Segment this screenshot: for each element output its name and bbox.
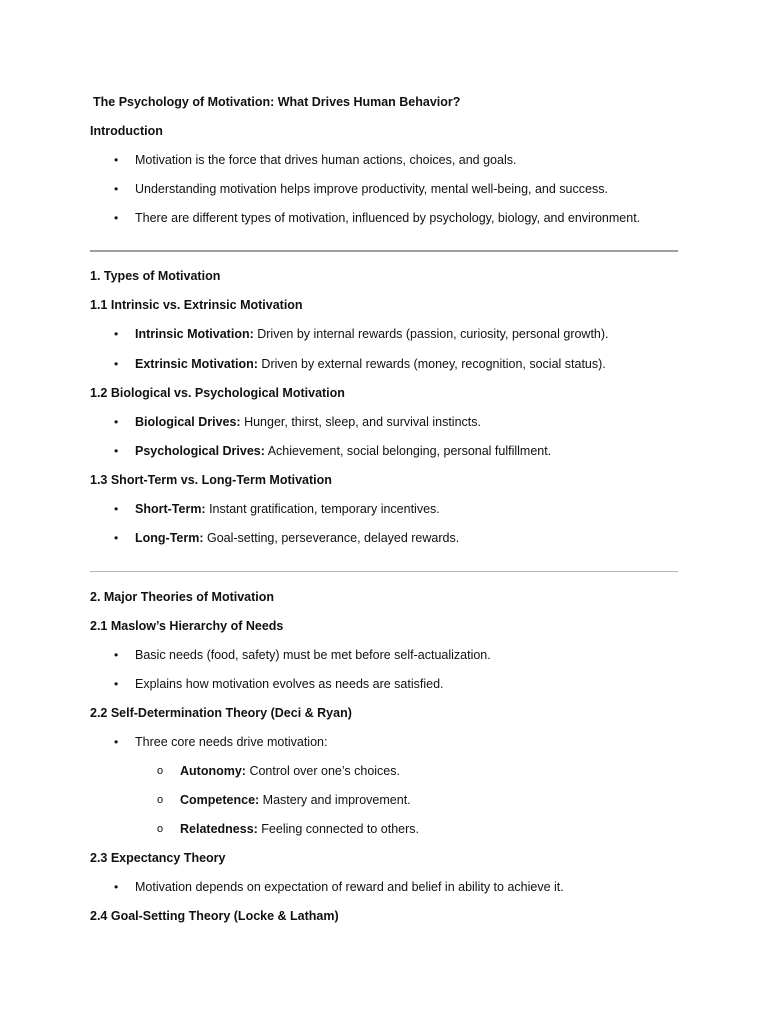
circle-bullet-icon: o (157, 794, 164, 806)
list-item-description: Achievement, social belonging, personal fulfillment. (264, 444, 552, 458)
list-item-description: Instant gratification, temporary incentives. (205, 502, 440, 516)
bullet-icon: • (114, 677, 119, 691)
list-item-text (135, 501, 440, 517)
list-item-text (135, 414, 481, 430)
bullet-icon: • (114, 153, 119, 167)
list-item-text: Basic needs (food, safety) must be met before self-actualization. (135, 648, 491, 662)
list-item-term: Intrinsic Motivation: (135, 327, 254, 341)
subsection-heading: 2.3 Expectancy Theory (90, 851, 226, 865)
list-item-term: Competence: (180, 793, 260, 807)
list-item-term: Psychological Drives: (135, 444, 265, 458)
list-item-term: Biological Drives: (135, 415, 241, 429)
list-item-text (135, 530, 459, 546)
section-divider (90, 250, 678, 252)
list-item-text: Understanding motivation helps improve productivity, mental well-being, and success. (135, 182, 608, 196)
list-item-description: Mastery and improvement. (259, 793, 411, 807)
bullet-icon: • (114, 211, 119, 225)
section-heading: 1. Types of Motivation (90, 269, 221, 283)
bullet-icon: • (114, 415, 119, 429)
list-item-text: Motivation is the force that drives human actions, choices, and goals. (135, 153, 517, 167)
list-item-description: Feeling connected to others. (257, 822, 420, 836)
subsection-heading: 2.2 Self-Determination Theory (Deci & Ryan) (90, 706, 352, 720)
list-item-description: Goal-setting, perseverance, delayed rewards. (203, 531, 460, 545)
subsection-heading: 1.2 Biological vs. Psychological Motivation (90, 386, 345, 400)
list-item-term: Autonomy: (180, 764, 246, 778)
subsection-heading: 1.3 Short-Term vs. Long-Term Motivation (90, 473, 332, 487)
circle-bullet-icon: o (157, 823, 164, 835)
subsection-heading: 1.1 Intrinsic vs. Extrinsic Motivation (90, 298, 303, 312)
bullet-icon: • (114, 182, 119, 196)
bullet-icon: • (114, 444, 119, 458)
list-item-text (135, 326, 609, 342)
list-item-term: Extrinsic Motivation: (135, 357, 258, 371)
circle-bullet-icon: o (157, 765, 164, 777)
list-item-text: There are different types of motivation, influenced by psychology, biology, and environment. (135, 211, 641, 225)
section-heading: 2. Major Theories of Motivation (90, 590, 275, 604)
bullet-icon: • (114, 357, 119, 371)
list-item-description: Control over one’s choices. (245, 764, 400, 778)
list-item-description: Hunger, thirst, sleep, and survival instincts. (240, 415, 481, 429)
bullet-icon: • (114, 735, 119, 749)
bullet-icon: • (114, 502, 119, 516)
subsection-heading: 2.1 Maslow’s Hierarchy of Needs (90, 619, 284, 633)
list-item-term: Short-Term: (135, 502, 206, 516)
subsection-heading: 2.4 Goal-Setting Theory (Locke & Latham) (90, 909, 339, 923)
sub-list-item-text (180, 792, 411, 808)
intro-heading: Introduction (90, 124, 163, 138)
list-item-text (135, 356, 606, 372)
bullet-icon: • (114, 880, 119, 894)
sub-list-item-text (180, 821, 419, 837)
bullet-icon: • (114, 531, 119, 545)
list-item-text: Explains how motivation evolves as needs are satisfied. (135, 677, 444, 691)
list-item-term: Relatedness: (180, 822, 258, 836)
bullet-icon: • (114, 648, 119, 662)
list-item-description: Driven by internal rewards (passion, curiosity, personal growth). (253, 327, 609, 341)
document-title: The Psychology of Motivation: What Drives Human Behavior? (93, 95, 461, 109)
list-item-description: Driven by external rewards (money, recognition, social status). (257, 357, 606, 371)
list-item-text: Three core needs drive motivation: (135, 735, 328, 749)
bullet-icon: • (114, 327, 119, 341)
list-item-text (135, 443, 551, 459)
list-item-text: Motivation depends on expectation of reward and belief in ability to achieve it. (135, 880, 564, 894)
section-divider (90, 571, 678, 572)
list-item-term: Long-Term: (135, 531, 204, 545)
sub-list-item-text (180, 763, 400, 779)
